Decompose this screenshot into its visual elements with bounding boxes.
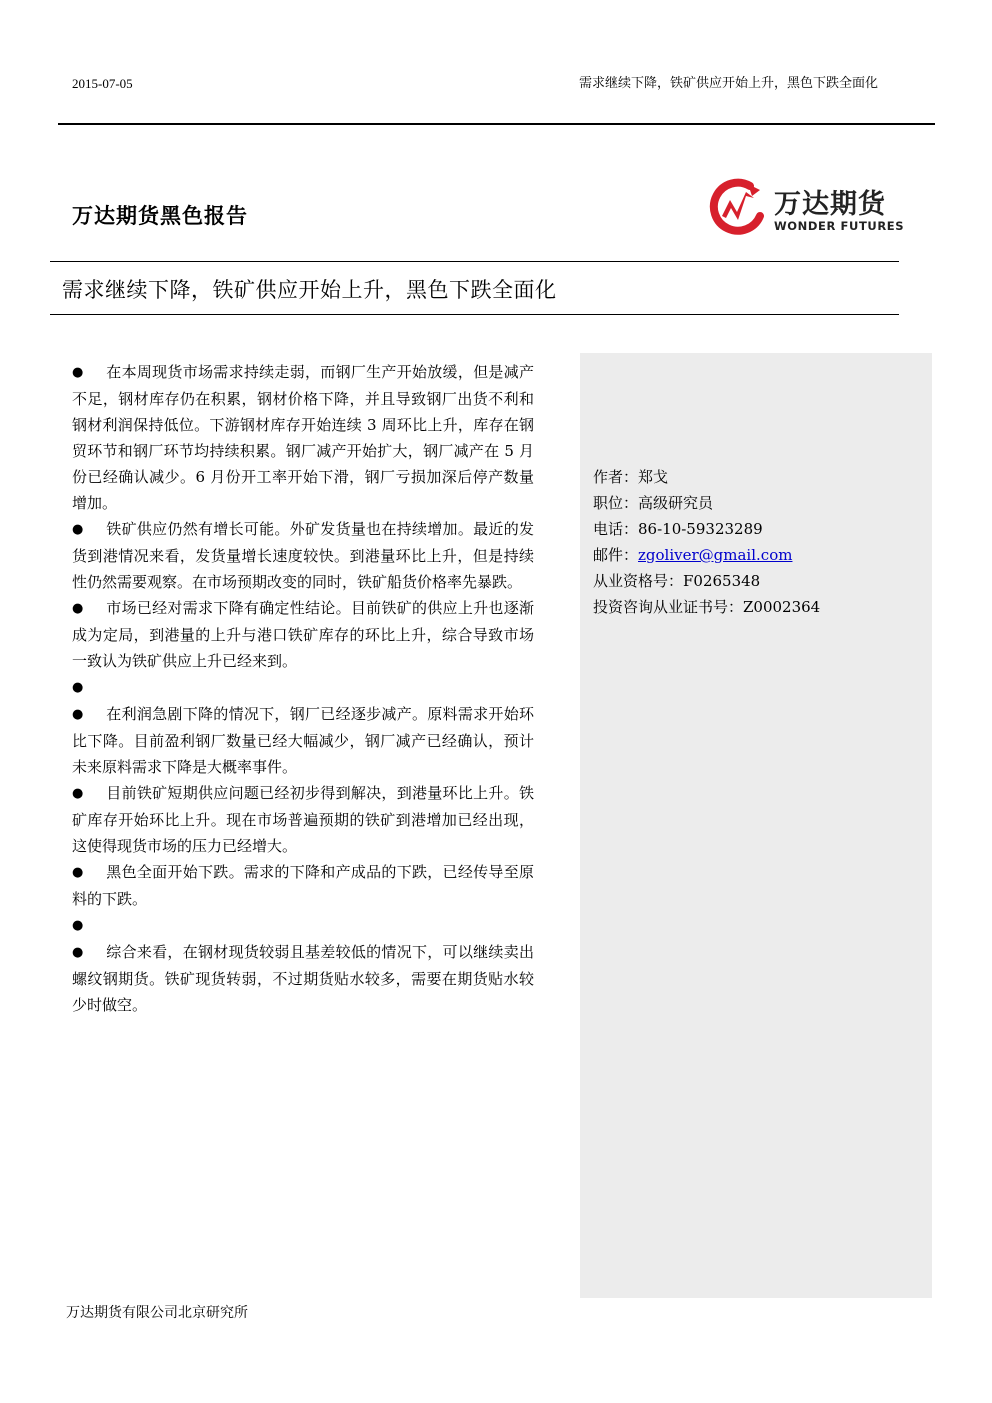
- bullet-icon: ●: [72, 680, 84, 695]
- report-title: 需求继续下降，铁矿供应开始上升，黑色下跌全面化: [62, 278, 557, 302]
- bullet-icon: ●: [72, 918, 84, 933]
- bullet-paragraph: [72, 674, 534, 701]
- bullet-icon: ●: [72, 365, 84, 380]
- bullet-paragraph: [72, 912, 534, 939]
- bullet-text: 目前铁矿短期供应问题已经初步得到解决，到港量环比上升。铁矿库存开始环比上升。现在市场普遍预期的铁矿到港增加已经出现，这使得现货市场的压力已经增大。: [72, 784, 534, 855]
- author-email-row: [593, 542, 820, 568]
- report-body: [72, 359, 534, 1018]
- logo-mark-icon: [706, 176, 768, 238]
- author-info: [593, 464, 820, 620]
- bullet-paragraph: [72, 595, 534, 674]
- bullet-text: 铁矿供应仍然有增长可能。外矿发货量也在持续增加。最近的发货到港情况来看，发货量增长速度较快。到港量环比上升，但是持续性仍然需要观察。在市场预期改变的同时，铁矿船货价格率先暴跌。: [72, 520, 534, 591]
- author-email-link[interactable]: zgoliver@gmail.com: [638, 546, 793, 564]
- bullet-icon: ●: [72, 945, 84, 960]
- bullet-paragraph: [72, 939, 534, 1018]
- bullet-paragraph: [72, 701, 534, 780]
- bullet-text: 黑色全面开始下跌。需求的下降和产成品的下跌，已经传导至原料的下跌。: [72, 863, 534, 908]
- footer-company: 万达期货有限公司北京研究所: [66, 1305, 248, 1321]
- bullet-text: 综合来看，在钢材现货较弱且基差较低的情况下，可以继续卖出螺纹钢期货。铁矿现货转弱，不过期货贴水较多，需要在期货贴水较少时做空。: [72, 943, 534, 1014]
- header-divider: [58, 123, 935, 125]
- bullet-paragraph: [72, 859, 534, 912]
- header-date: 2015-07-05: [72, 76, 133, 91]
- bullet-text: 在利润急剧下降的情况下，钢厂已经逐步减产。原料需求开始环比下降。目前盈利钢厂数量已经大幅减少，钢厂减产已经确认，预计未来原料需求下降是大概率事件。: [72, 705, 534, 776]
- bullet-icon: ●: [72, 522, 84, 537]
- report-series-name: 万达期货黑色报告: [72, 204, 248, 228]
- bullet-icon: ●: [72, 786, 84, 801]
- logo-text-cn: 万达期货: [774, 189, 886, 220]
- company-logo: [706, 176, 916, 238]
- author-phone: 电话：86-10-59323289: [593, 520, 763, 538]
- bullet-paragraph: [72, 780, 534, 859]
- logo-text-en: WONDER FUTURES: [774, 219, 905, 233]
- bullet-paragraph: [72, 516, 534, 595]
- bullet-icon: ●: [72, 707, 84, 722]
- bullet-text: 在本周现货市场需求持续走弱，而钢厂生产开始放缓，但是减产不足，钢材库存仍在积累，钢材价格下降，并且导致钢厂出货不利和钢材利润保持低位。下游钢材库存开始连续 3 周环比上升，库存在钢贸环节和钢厂环节均持续积累。钢厂减产开始扩大，钢厂减产在 5 月份已经确认减少。6 月份开工率开始下滑，钢厂亏损加深后停产数量增加。: [72, 363, 534, 512]
- bullet-icon: ●: [72, 601, 84, 616]
- author-license: 从业资格号：F0265348: [593, 572, 761, 590]
- author-position: 职位：高级研究员: [593, 494, 714, 512]
- bullet-icon: ●: [72, 865, 84, 880]
- header-running-title: 需求继续下降，铁矿供应开始上升，黑色下跌全面化: [578, 76, 878, 91]
- bullet-text: 市场已经对需求下降有确定性结论。目前铁矿的供应上升也逐渐成为定局，到港量的上升与港口铁矿库存的环比上升，综合导致市场一致认为铁矿供应上升已经来到。: [72, 599, 534, 670]
- author-name: 作者：郑戈: [593, 468, 669, 486]
- title-rule-bottom: [50, 314, 899, 315]
- bullet-paragraph: [72, 359, 534, 516]
- author-advisor-license: 投资咨询从业证书号：Z0002364: [593, 598, 821, 616]
- title-rule-top: [50, 261, 899, 262]
- author-email-label: 邮件：: [593, 546, 639, 564]
